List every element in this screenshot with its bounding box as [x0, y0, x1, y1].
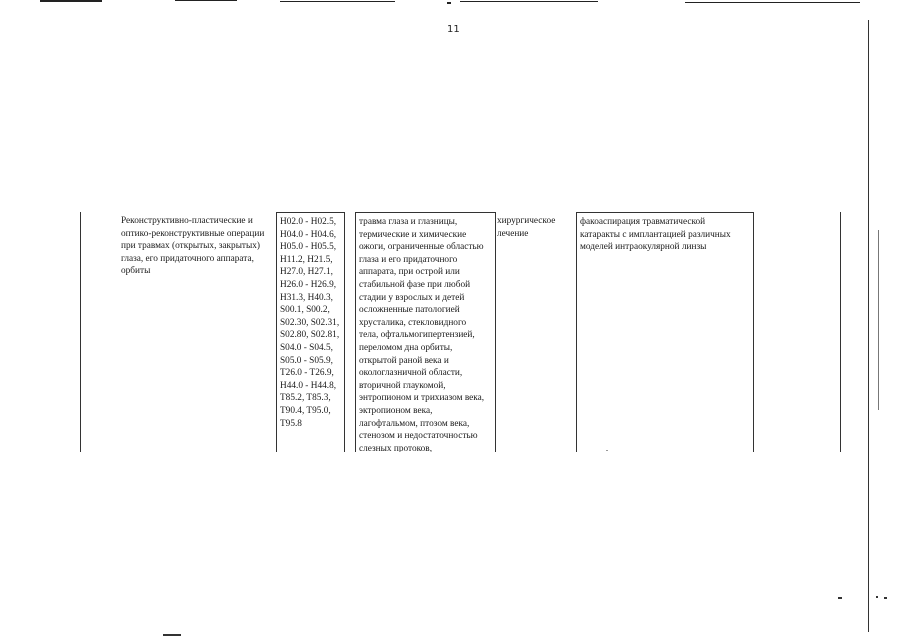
scan-artifact-top	[460, 1, 598, 2]
code-line: H02.0 - H02.5,	[280, 217, 337, 227]
code-line: H26.0 - H26.9,	[280, 279, 337, 290]
scan-artifact-top	[447, 2, 451, 4]
code-line: T90.4, T95.0,	[280, 405, 331, 416]
code-line: S02.80, S02.81,	[280, 330, 340, 341]
code-line: S02.30, S02.31,	[280, 317, 340, 328]
condition-line: осложненные патологией	[359, 305, 460, 316]
condition-line: слезных протоков,	[359, 443, 433, 452]
operation-line: Реконструктивно-пластические и	[121, 216, 253, 226]
condition-line: вторичной глаукомой,	[359, 380, 446, 391]
operation-line: орбиты	[121, 266, 151, 277]
condition-line: переломом дна орбиты,	[359, 342, 453, 353]
code-line: H27.0, H27.1,	[280, 267, 333, 278]
page-edge-line	[868, 20, 869, 632]
condition-line: стадии у взрослых и детей	[359, 292, 465, 303]
method-line: катаракты с имплантацией различных	[580, 229, 731, 240]
code-line: S00.1, S00.2,	[280, 305, 330, 316]
condition-line: аппарата, при острой или	[359, 267, 460, 278]
code-line: H31.3, H40.3,	[280, 292, 333, 303]
page-number: 11	[447, 24, 460, 35]
condition-line: открытой раной века и	[359, 355, 449, 366]
treatment-type-line: хирургическое	[497, 216, 556, 226]
scan-artifact-top	[40, 0, 102, 2]
condition-line: окологлазничной области,	[359, 368, 463, 379]
cell-operation	[118, 212, 276, 452]
code-line: T95.8	[280, 418, 302, 429]
cell-codes	[276, 212, 345, 452]
cell-condition	[355, 212, 496, 452]
condition-line: стабильной фазе при любой	[359, 279, 471, 290]
condition-line: термические и химические	[359, 229, 467, 240]
code-line: H05.0 - H05.5,	[280, 242, 337, 253]
code-line: S04.0 - S04.5,	[280, 342, 333, 353]
condition-line: лагофтальмом, птозом века,	[359, 418, 470, 429]
operation-line: глаза, его придаточного аппарата,	[121, 253, 254, 264]
code-line: H04.0 - H04.6,	[280, 229, 337, 240]
operation-line: при травмах (открытых, закрытых)	[121, 241, 260, 252]
cell-method	[576, 212, 754, 452]
table-outer-left-border	[80, 212, 81, 452]
page-edge-line	[878, 230, 879, 410]
method-line: моделей интраокулярной линзы	[580, 242, 707, 253]
code-line: H11.2, H21.5,	[280, 254, 333, 265]
scan-speck	[838, 597, 842, 599]
condition-line: тела, офтальмогипертензией,	[359, 330, 475, 341]
operation-line: оптико-реконструктивные операции	[121, 228, 265, 239]
condition-line: глаза и его придаточного	[359, 254, 458, 265]
method-line: факоаспирация травматической	[580, 217, 706, 227]
condition-line: эктропионом века,	[359, 405, 433, 416]
table-outer-right-border	[840, 212, 841, 452]
scan-speck	[606, 450, 608, 451]
cell-treatment-type	[494, 212, 574, 452]
treatment-type-line: лечение	[497, 228, 529, 239]
scan-speck	[884, 597, 887, 599]
scan-artifact-bottom	[163, 634, 181, 636]
condition-line: стенозом и недостаточностью	[359, 431, 478, 442]
condition-line: травма глаза и глазницы,	[359, 217, 458, 227]
condition-line: хрусталика, стекловидного	[359, 317, 467, 328]
code-line: H44.0 - H44.8,	[280, 380, 337, 391]
scan-speck	[876, 596, 878, 598]
condition-line: ожоги, ограниченные областью	[359, 242, 484, 253]
scan-artifact-top	[685, 2, 860, 3]
code-line: S05.0 - S05.9,	[280, 355, 333, 366]
scan-artifact-top	[280, 1, 395, 2]
scan-artifact-top	[175, 0, 237, 1]
code-line: T85.2, T85.3,	[280, 393, 331, 404]
code-line: T26.0 - T26.9,	[280, 368, 334, 379]
condition-line: энтропионом и трихиазом века,	[359, 393, 485, 404]
